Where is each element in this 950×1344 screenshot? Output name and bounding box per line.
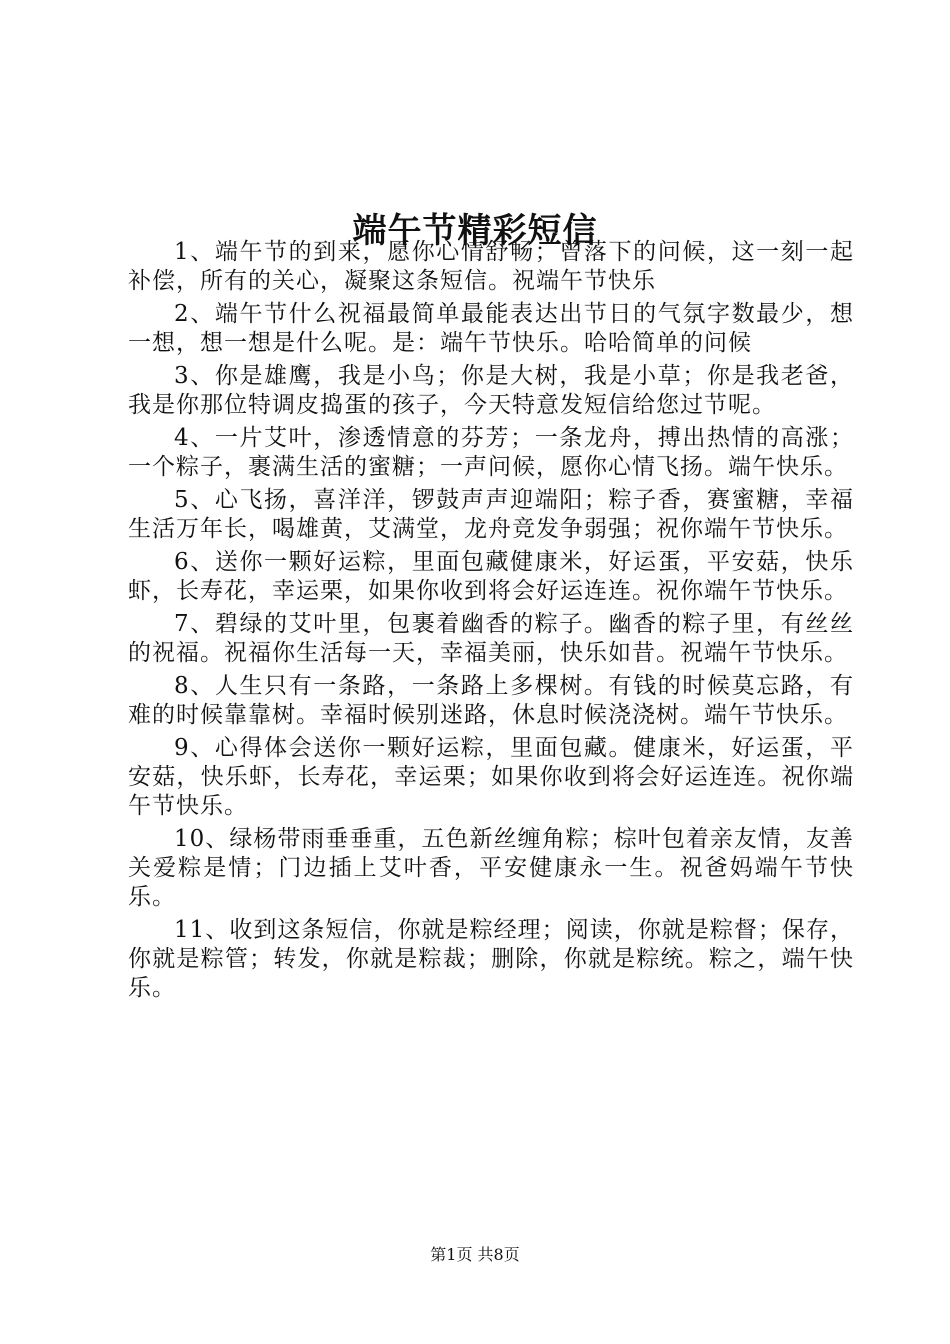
sms-paragraph-7: 7、碧绿的艾叶里，包裹着幽香的粽子。幽香的粽子里，有丝丝的祝福。祝福你生活每一天，幸福美丽，快乐如昔。祝端午节快乐。 [128,611,854,666]
sms-paragraph-5: 5、心飞扬，喜洋洋，锣鼓声声迎端阳；粽子香，赛蜜糖，幸福生活万年长，喝雄黄，艾满堂，龙舟竞发争弱强；祝你端午节快乐。 [128,487,854,542]
document-title: 端午节精彩短信 [352,210,598,251]
page-number-footer: 第1页 共8页 [430,1245,520,1264]
sms-paragraph-1: 1、端午节的到来，愿你心情舒畅；曾落下的问候，这一刻一起补偿，所有的关心，凝聚这条短信。祝端午节快乐 [128,239,854,294]
sms-paragraph-8: 8、人生只有一条路，一条路上多棵树。有钱的时候莫忘路，有难的时候靠靠树。幸福时候别迷路，休息时候浇浇树。端午节快乐。 [128,673,854,728]
document-body [128,238,854,1007]
sms-paragraph-6: 6、送你一颗好运粽，里面包藏健康米，好运蛋，平安菇，快乐虾，长寿花，幸运栗，如果你收到将会好运连连。祝你端午节快乐。 [128,549,854,604]
sms-paragraph-9: 9、心得体会送你一颗好运粽，里面包藏。健康米，好运蛋，平安菇，快乐虾，长寿花，幸运栗；如果你收到将会好运连连。祝你端午节快乐。 [128,735,854,819]
sms-paragraph-2: 2、端午节什么祝福最简单最能表达出节日的气氛字数最少，想一想，想一想是什么呢。是：端午节快乐。哈哈简单的问候 [128,301,854,356]
sms-paragraph-3: 3、你是雄鹰，我是小鸟；你是大树，我是小草；你是我老爸，我是你那位特调皮捣蛋的孩子，今天特意发短信给您过节呢。 [128,363,854,418]
sms-paragraph-11: 11、收到这条短信，你就是粽经理；阅读，你就是粽督；保存，你就是粽管；转发，你就是粽裁；删除，你就是粽统。粽之，端午快乐。 [128,917,854,1001]
sms-paragraph-10: 10、绿杨带雨垂垂重，五色新丝缠角粽；棕叶包着亲友情，友善关爱粽是情；门边插上艾叶香，平安健康永一生。祝爸妈端午节快乐。 [128,826,854,910]
sms-paragraph-4: 4、一片艾叶，渗透情意的芬芳；一条龙舟，搏出热情的高涨；一个粽子，裹满生活的蜜糖；一声问候，愿你心情飞扬。端午快乐。 [128,425,854,480]
